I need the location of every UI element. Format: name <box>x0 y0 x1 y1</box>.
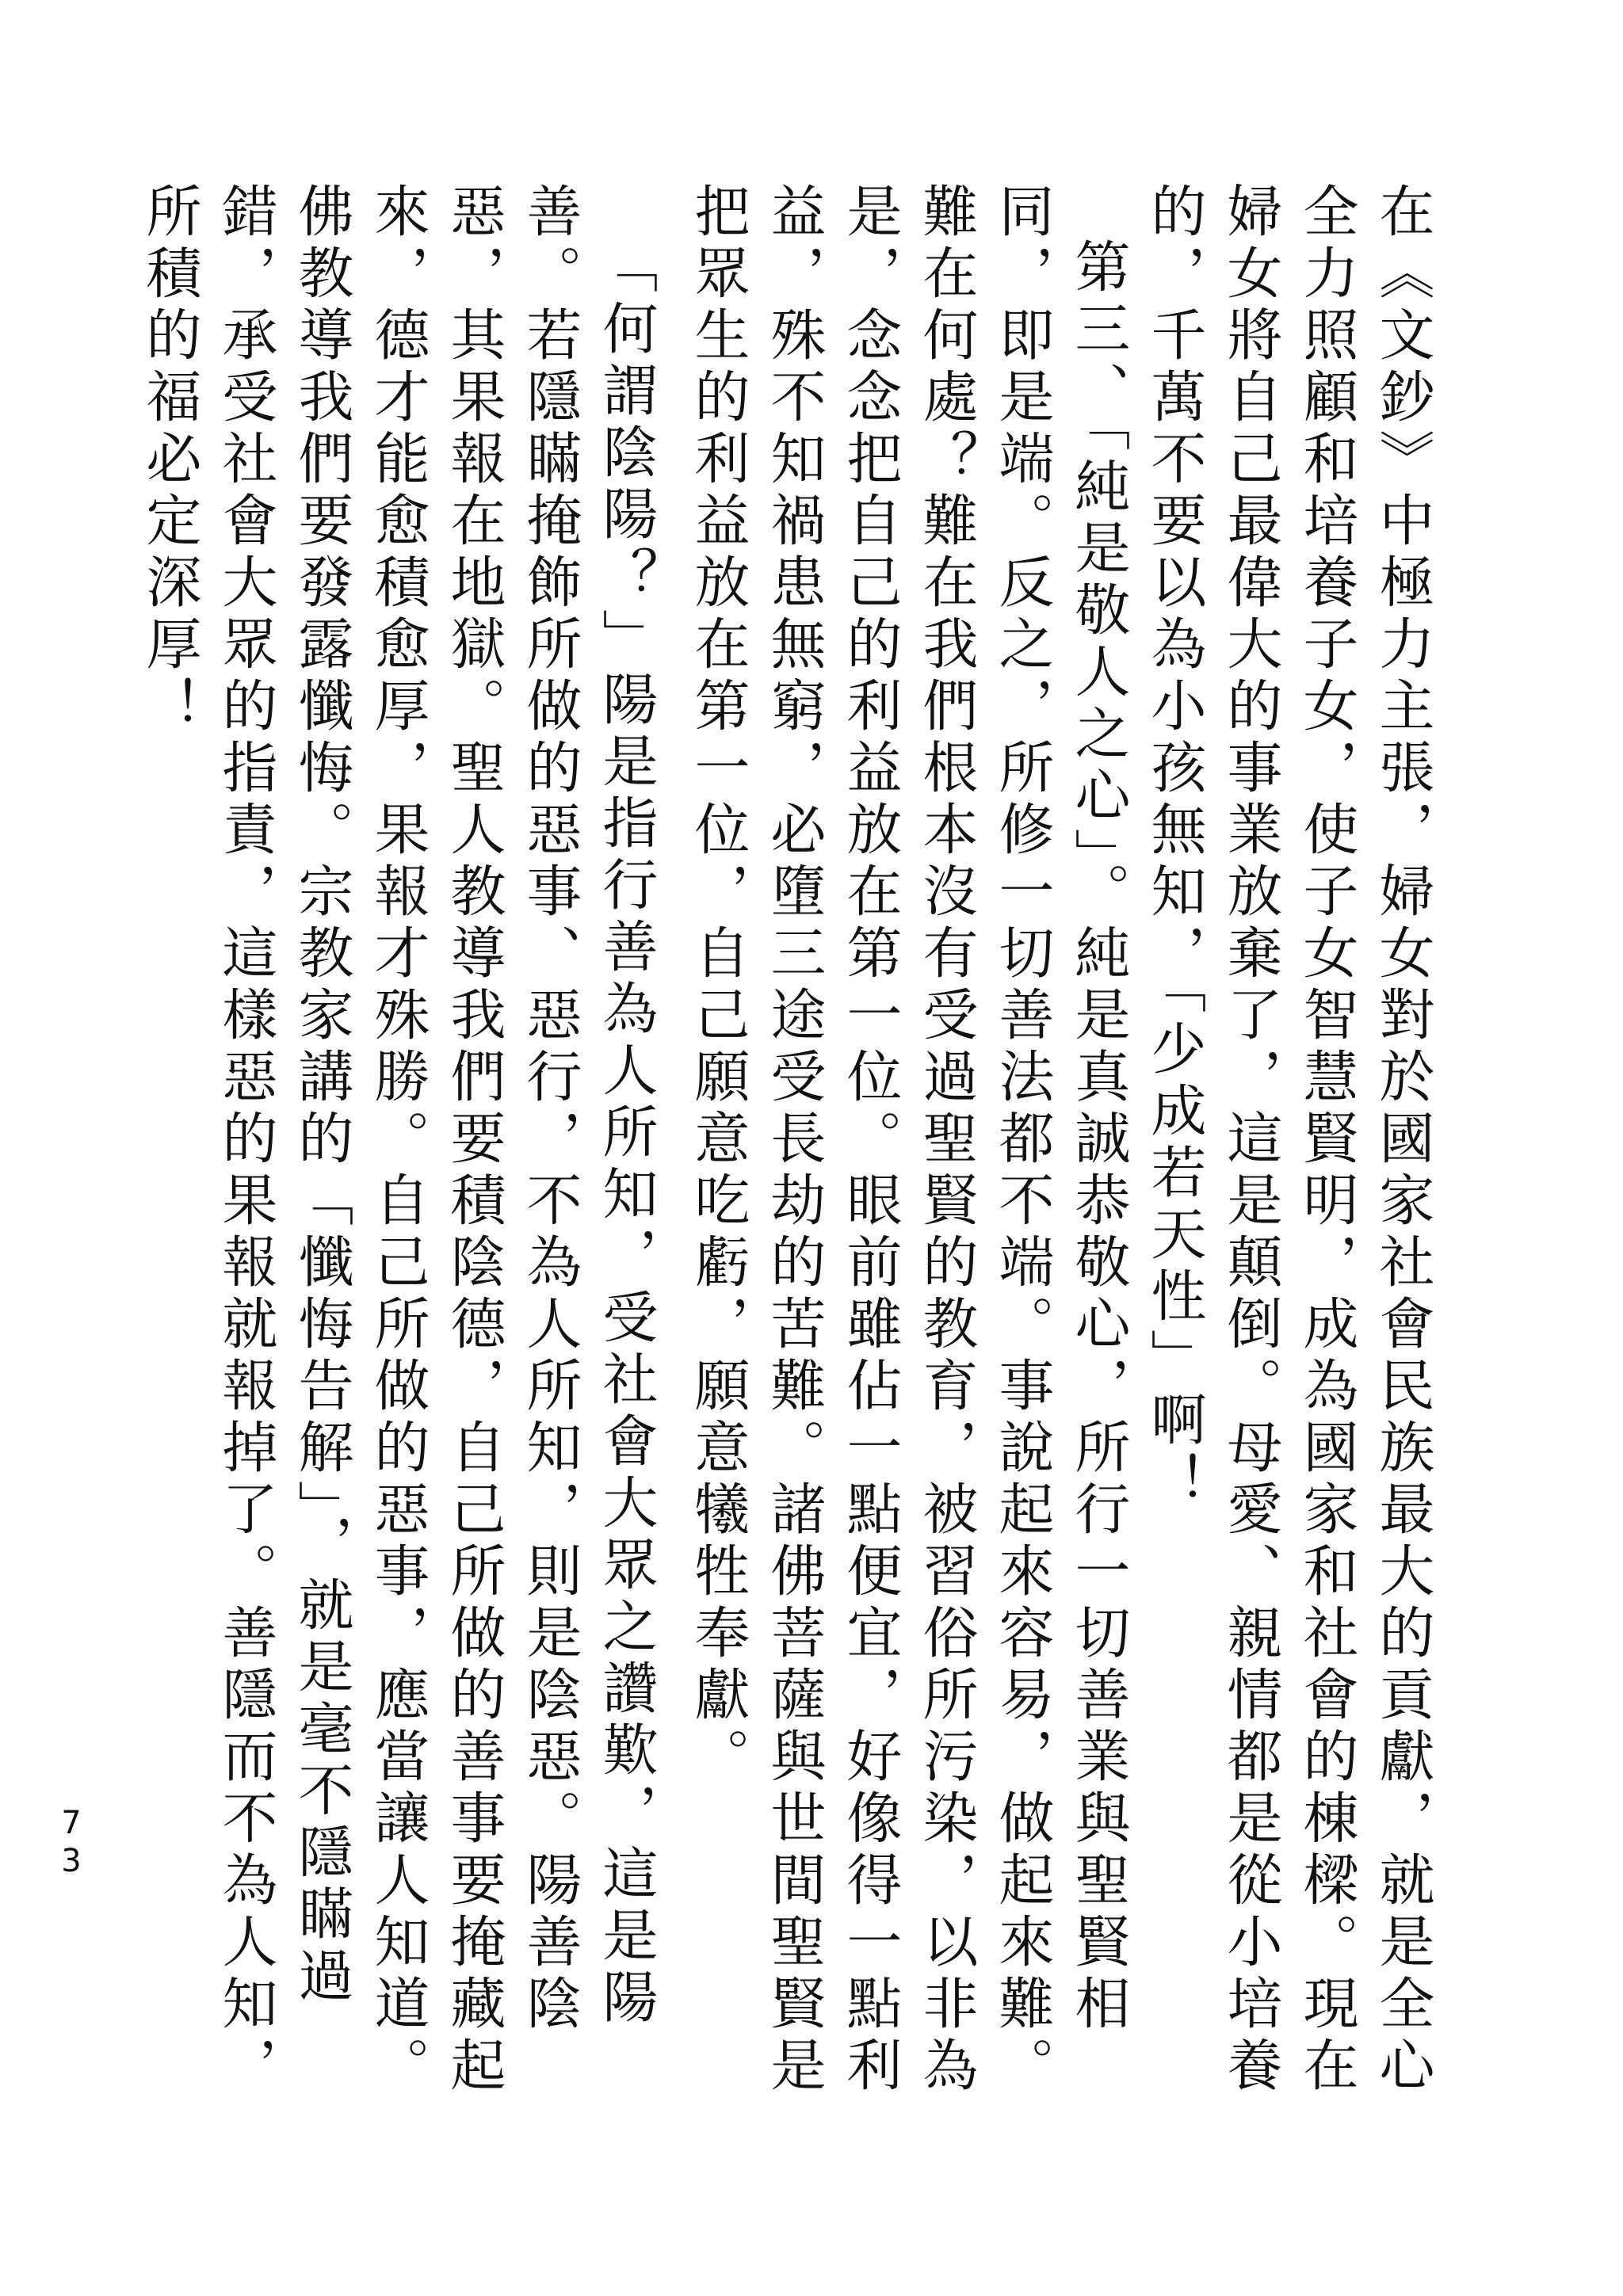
page-number: 73 <box>53 1805 90 1881</box>
paragraph-3: 「何謂陰陽？」陽是指行善為人所知，受社會大眾之讚歎，這是陽善。若隱瞞掩飾所做的惡事、惡行，不為人所知，則是陰惡。陽善陰惡，其果報在地獄。聖人教導我們要積陰德，自己所做的善事要掩藏起來，德才能愈積愈厚，果報才殊勝。自己所做的惡事，應當讓人知道。佛教導我們要發露懺悔。宗教家講的「懺悔告解」，就是毫不隱瞞過錯，承受社會大眾的指責，這樣惡的果報就報掉了。善隱而不為人知，所積的福必定深厚！ <box>137 182 659 2098</box>
vertical-text-body <box>30 182 1441 2115</box>
paragraph-1: 在《文鈔》中極力主張，婦女對於國家社會民族最大的貢獻，就是全心全力照顧和培養子女，使子女智慧賢明，成為國家和社會的棟樑。現在婦女將自己最偉大的事業放棄了，這是顛倒。母愛、親情都是從小培養的，千萬不要以為小孩無知，「少成若天性」啊！ <box>1142 182 1435 2098</box>
paragraph-2: 第三、「純是敬人之心」。純是真誠恭敬心，所行一切善業與聖賢相同，即是端。反之，所修一切善法都不端。事說起來容易，做起來難。難在何處？難在我們根本沒有受過聖賢的教育，被習俗所污染，以非為是，念念把自己的利益放在第一位。眼前雖佔一點便宜，好像得一點利益，殊不知禍患無窮，必墮三途受長劫的苦難。諸佛菩薩與世間聖賢是把眾生的利益放在第一位，自己願意吃虧，願意犧牲奉獻。 <box>685 182 1131 2098</box>
